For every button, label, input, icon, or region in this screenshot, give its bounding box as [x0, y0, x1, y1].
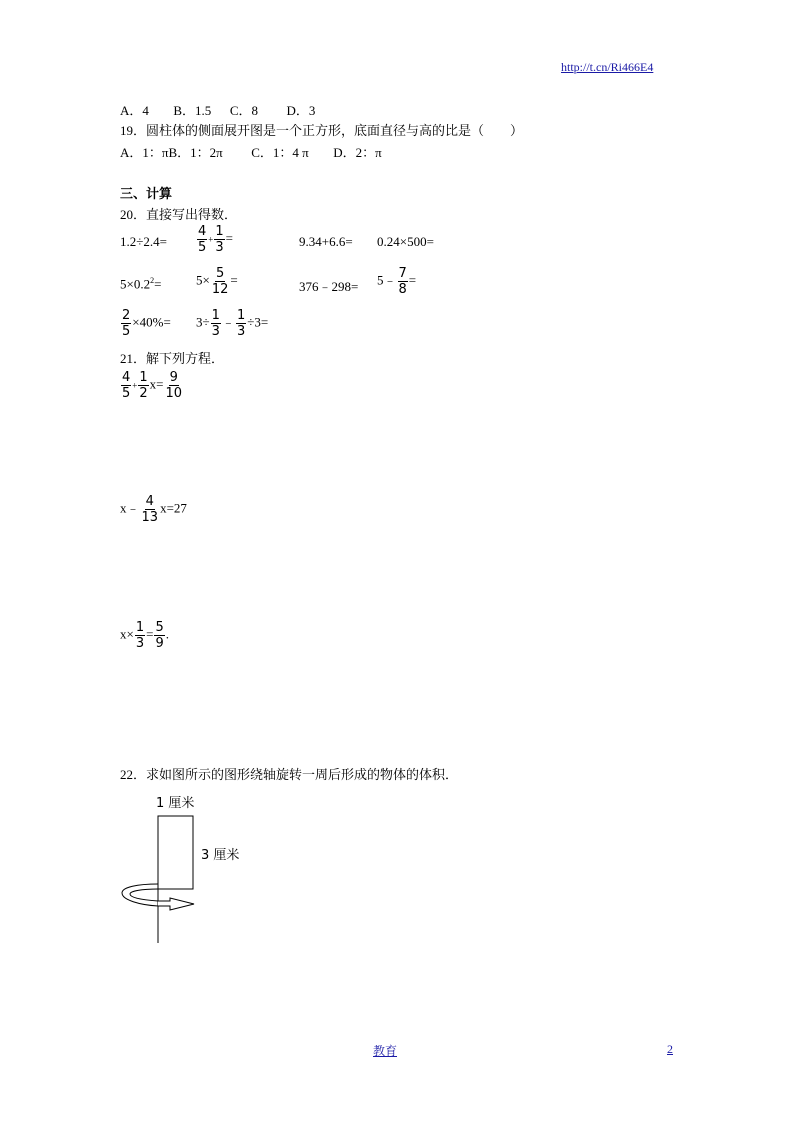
q21-equation-1: $\frac{4}{5}$ + $\frac{1}{2}$ x= $\frac{9}{10}$: [122, 370, 183, 401]
q20-r3-a: $\frac{2}{5}$ ×40%=: [122, 308, 171, 339]
page-number: 2: [667, 1042, 673, 1056]
rotation-diagram-svg: [118, 788, 248, 946]
rotation-arc-outer: [122, 884, 158, 906]
width-label: 1 厘米: [156, 796, 195, 811]
fraction: $\frac{1}{3}$: [236, 308, 246, 339]
q20-question: 20．直接写出得数．: [120, 207, 238, 222]
fraction: $\frac{7}{8}$: [398, 266, 407, 297]
fraction: $\frac{2}{5}$: [122, 308, 131, 339]
fraction: $\frac{4}{13}$: [141, 494, 159, 525]
q20-r2-a: $5\times 0.2^2=$: [120, 276, 162, 292]
fraction: $\frac{4}{5}$: [122, 370, 131, 401]
q19-options: [120, 142, 382, 161]
q19-option-ab: A．1：πB．1：2π: [120, 145, 223, 160]
q20-r1-d: 0.24×500=: [377, 234, 434, 249]
q20-r1-c: 9.34+6.6=: [299, 234, 353, 249]
fraction: $\frac{1}{2}$: [139, 370, 148, 401]
q18-options: [120, 100, 315, 119]
rotation-arrow-icon: [158, 898, 194, 910]
q20-r2-c: 376﹣298=: [299, 279, 359, 294]
height-label: 3 厘米: [201, 848, 240, 863]
q21-question: 21．解下列方程．: [120, 351, 225, 366]
fraction: $\frac{4}{5}$: [198, 224, 207, 255]
q20-r2-d: 5﹣ $\frac{7}{8}$ =: [377, 266, 417, 297]
q22-question: 22．求如图所示的图形绕轴旋转一周后形成的物体的体积．: [120, 767, 459, 782]
fraction: $\frac{9}{10}$: [165, 370, 183, 401]
q21-equation-3: x× $\frac{1}{3}$ = $\frac{5}{9}$ .: [120, 620, 169, 651]
q20-r1-b: $\frac{4}{5}$ + $\frac{1}{3}$ =: [198, 224, 233, 255]
fraction: $\frac{5}{9}$: [155, 620, 164, 651]
fraction: $\frac{1}{3}$: [135, 620, 145, 651]
q21-equation-2: x﹣ $\frac{4}{13}$ x=27: [120, 494, 187, 525]
q19-question: 19．圆柱体的侧面展开图是一个正方形，底面直径与高的比是（ ）: [120, 123, 524, 138]
q18-option-c: C．8: [229, 103, 258, 118]
q19-option-c: C．1：4 π: [251, 145, 309, 160]
fraction: $\frac{5}{12}$: [211, 266, 229, 297]
q18-option-b: B．1.5: [173, 103, 212, 118]
fraction: $\frac{1}{3}$: [215, 224, 224, 255]
header-url-link[interactable]: http://t.cn/Ri466E4: [561, 60, 654, 74]
q19-option-d: D．2：π: [333, 145, 382, 160]
section-title: 三、计算: [120, 187, 173, 202]
q18-option-a: A．4: [120, 103, 149, 118]
footer-link[interactable]: 教育: [373, 1044, 398, 1058]
fraction: $\frac{1}{3}$: [211, 308, 220, 339]
rotation-figure: [118, 788, 248, 946]
q20-r2-b: 5× $\frac{5}{12}$ =: [196, 266, 238, 297]
rotation-arc-inner: [130, 889, 158, 901]
q18-option-d: D．3: [286, 103, 316, 118]
rectangle-shape: [158, 816, 193, 889]
q20-r1-a: 1.2÷2.4=: [120, 234, 167, 249]
q20-r3-b: 3÷ $\frac{1}{3}$ ﹣ $\frac{1}{3}$ ÷3=: [196, 308, 269, 339]
